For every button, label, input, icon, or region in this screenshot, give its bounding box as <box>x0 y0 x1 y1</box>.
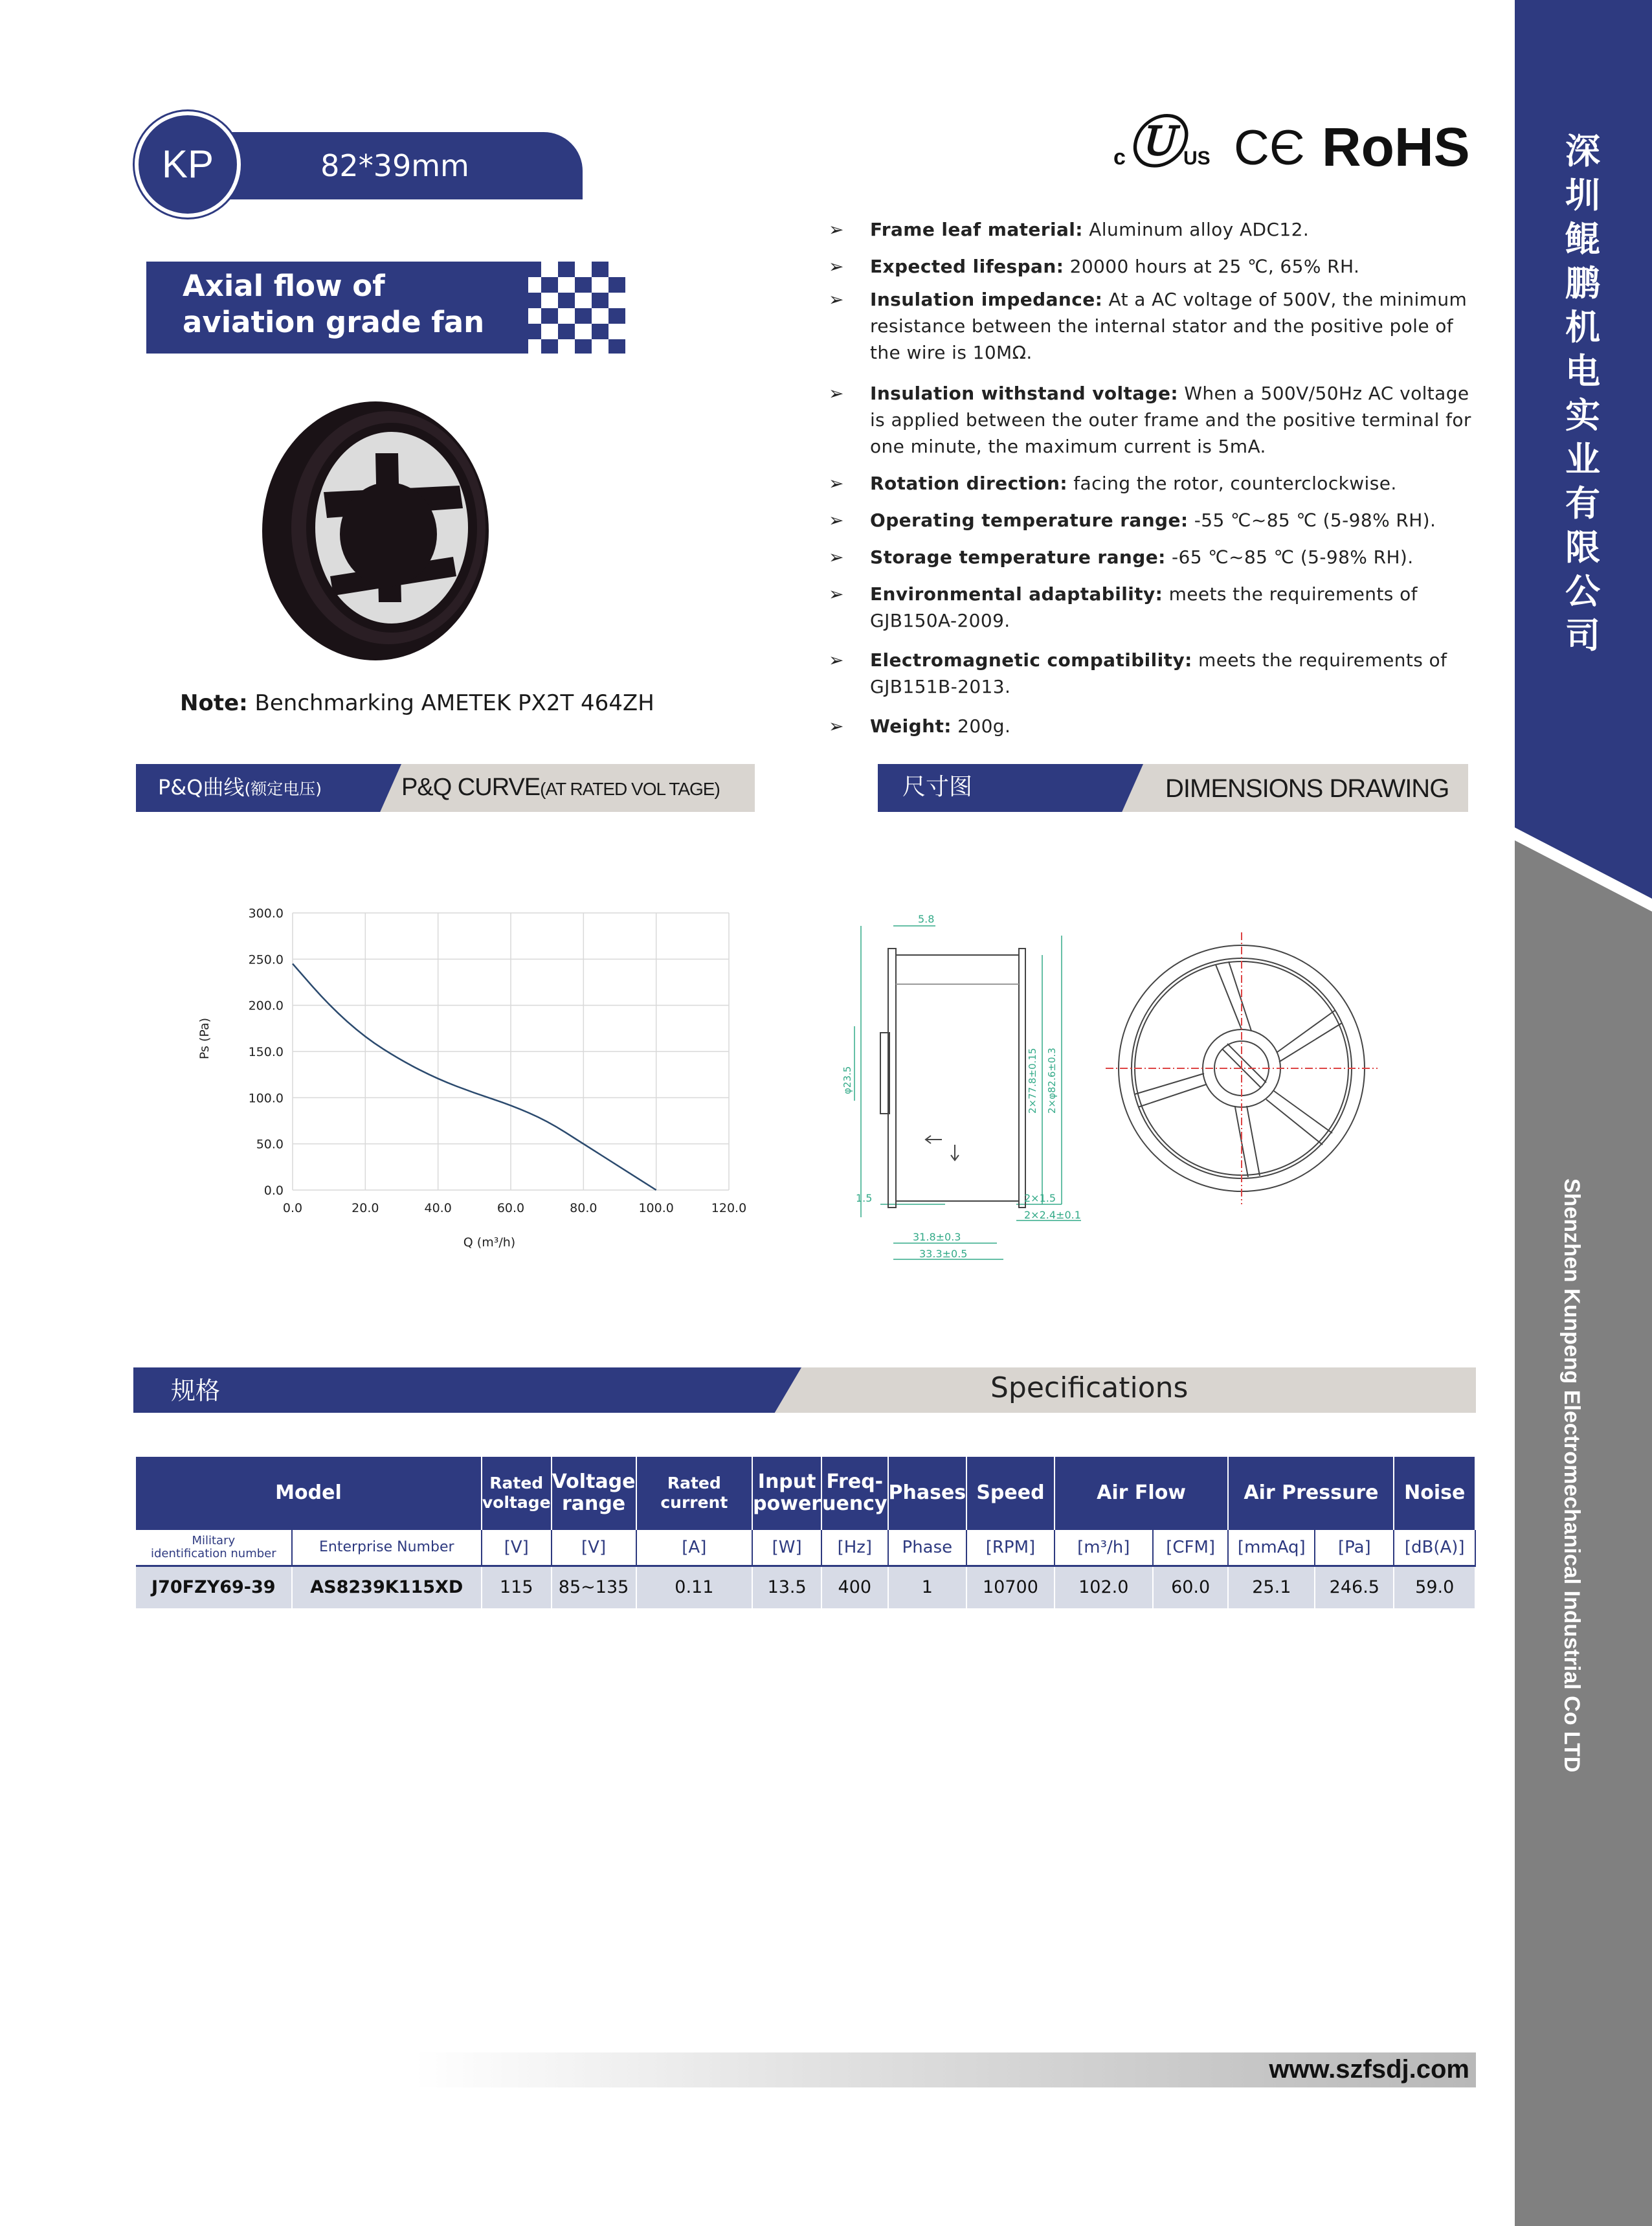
table-header-row <box>136 1457 1475 1529</box>
pq-section-title-cn: P&Q曲线(额定电压) <box>158 775 322 800</box>
arrow-bullet-icon: ➢ <box>829 649 844 671</box>
feature-item: ➢ Rotation direction: facing the rotor, counterclockwise. <box>829 470 1476 497</box>
chart-xtick-label: 20.0 <box>352 1201 379 1215</box>
feature-item: ➢ Storage temperature range: -65 ℃~85 ℃ (5-98% RH). <box>829 544 1476 570</box>
arrow-bullet-icon: ➢ <box>829 546 844 568</box>
dim-section-title-cn: 尺寸图 <box>902 774 973 800</box>
model-code: KP <box>161 142 214 186</box>
dim-label: 2×1.5 <box>1024 1192 1056 1204</box>
cell-value: 115 <box>482 1566 552 1608</box>
col-header-model: Model <box>136 1457 482 1529</box>
cert-c: c <box>1113 145 1126 170</box>
checker-pattern <box>524 262 625 354</box>
col-header-rated-voltage: Rated voltage <box>482 1457 552 1529</box>
certification-logos <box>1113 110 1489 181</box>
unit-cell: [RPM] <box>966 1529 1055 1566</box>
chart-ytick-label: 0.0 <box>263 1184 284 1198</box>
feature-item: ➢ Frame leaf material: Aluminum alloy ADC12. <box>829 216 1476 243</box>
arrow-bullet-icon: ➢ <box>829 510 844 531</box>
cert-us: US <box>1183 148 1211 169</box>
col-header-frequency: Freq- uency <box>821 1457 887 1529</box>
table-unit-row <box>136 1529 1475 1566</box>
unit-enterprise: Enterprise Number <box>292 1529 482 1566</box>
unit-cell: [Pa] <box>1315 1529 1394 1566</box>
dim-label: φ23.5 <box>842 1066 853 1094</box>
rohs-logo: RoHS <box>1322 117 1470 177</box>
col-header-air-flow: Air Flow <box>1055 1457 1229 1529</box>
dim-label: 2×φ82.6±0.3 <box>1046 1048 1058 1114</box>
cell-value: 10700 <box>966 1566 1055 1608</box>
dim-label: 5.8 <box>918 913 935 925</box>
pq-curve-chart <box>194 894 764 1256</box>
cell-value: 1 <box>888 1566 967 1608</box>
chart-xtick-label: 100.0 <box>638 1201 674 1215</box>
cell-enterprise: AS8239K115XD <box>292 1566 482 1608</box>
chart-grid <box>293 913 729 1190</box>
arrow-bullet-icon: ➢ <box>829 583 844 605</box>
col-header-phases: Phases <box>888 1457 967 1529</box>
spec-section-title-cn: 规格 <box>171 1377 221 1405</box>
chart-ylabel: Ps (Pa) <box>197 1017 212 1060</box>
table-row <box>136 1566 1475 1608</box>
unit-cell: [V] <box>552 1529 636 1566</box>
arrow-bullet-icon: ➢ <box>829 256 844 277</box>
fan-product-photo <box>246 395 505 667</box>
benchmark-note: Note: Benchmarking AMETEK PX2T 464ZH <box>180 690 654 716</box>
chart-ytick-label: 300.0 <box>248 906 284 921</box>
chart-ytick-label: 250.0 <box>248 952 284 967</box>
col-header-rated-current: Rated current <box>636 1457 753 1529</box>
side-band-notch <box>1515 802 1652 931</box>
chart-xtick-label: 40.0 <box>424 1201 452 1215</box>
dim-label: 31.8±0.3 <box>913 1231 961 1243</box>
col-header-voltage-range: Voltage range <box>552 1457 636 1529</box>
chart-xtick-label: 120.0 <box>711 1201 747 1215</box>
cell-value: 246.5 <box>1315 1566 1394 1608</box>
chart-xtick-label: 80.0 <box>570 1201 597 1215</box>
arrow-bullet-icon: ➢ <box>829 715 844 737</box>
cell-value: 102.0 <box>1055 1566 1153 1608</box>
model-size: 82*39mm <box>320 148 469 183</box>
chart-ytick-label: 50.0 <box>256 1137 284 1152</box>
product-title: Axial flow of aviation grade fan <box>183 269 485 339</box>
arrow-bullet-icon: ➢ <box>829 473 844 494</box>
unit-cell: [m³/h] <box>1055 1529 1153 1566</box>
spec-section-bar-navy <box>133 1367 801 1413</box>
col-header-air-pressure: Air Pressure <box>1228 1457 1394 1529</box>
ce-logo-icon: CЄ <box>1234 120 1305 175</box>
unit-cell: [Hz] <box>821 1529 887 1566</box>
dim-label: 33.3±0.5 <box>919 1248 968 1260</box>
feature-item: ➢ Environmental adaptability: meets the requirements of GJB150A-2009. <box>829 581 1476 634</box>
feature-item: ➢ Weight: 200g. <box>829 713 1476 739</box>
chart-series-line <box>293 963 656 1190</box>
chart-ytick-label: 100.0 <box>248 1091 284 1106</box>
fan-front-view <box>1106 932 1378 1204</box>
dim-section-title-en: DIMENSIONS DRAWING <box>1165 774 1449 803</box>
cell-value: 13.5 <box>752 1566 821 1608</box>
cell-value: 60.0 <box>1153 1566 1229 1608</box>
col-header-input-power: Input power <box>752 1457 821 1529</box>
dim-label: 2×2.4±0.1 <box>1024 1209 1081 1221</box>
chart-xlabel: Q (m³/h) <box>463 1235 516 1250</box>
flow-arrow-icon <box>926 1136 959 1160</box>
feature-item: ➢ Electromagnetic compatibility: meets the requirements of GJB151B-2013. <box>829 647 1476 700</box>
unit-military: Military identification number <box>136 1529 292 1566</box>
feature-item: ➢ Insulation withstand voltage: When a 500V/50Hz AC voltage is applied between the outer frame and the positive terminal for one minute, the maximum current is 5mA. <box>829 380 1476 460</box>
company-name-en: Shenzhen Kunpeng Electromechanical Industrial Co LTD <box>1559 1178 1584 1773</box>
unit-cell: [CFM] <box>1153 1529 1229 1566</box>
cell-value: 59.0 <box>1394 1566 1475 1608</box>
specifications-table <box>136 1457 1476 1608</box>
ul-logo-icon: Ⓤ <box>1128 112 1183 174</box>
chart-ticks <box>249 906 747 1215</box>
cell-military: J70FZY69-39 <box>136 1566 292 1608</box>
chart-xtick-label: 60.0 <box>497 1201 525 1215</box>
unit-cell: [A] <box>636 1529 753 1566</box>
chart-xtick-label: 0.0 <box>282 1201 303 1215</box>
dim-label: 2×77.8±0.15 <box>1027 1048 1038 1114</box>
unit-cell: [V] <box>482 1529 552 1566</box>
arrow-bullet-icon: ➢ <box>829 289 844 310</box>
company-name-cn: 深 圳 鲲 鹏 机 电 实 业 有 限 公 司 <box>1565 131 1600 656</box>
cell-value: 85~135 <box>552 1566 636 1608</box>
dimensions-drawing <box>842 906 1411 1295</box>
feature-item: ➢ Expected lifespan: 20000 hours at 25 ℃, 65% RH. <box>829 253 1476 280</box>
website-link[interactable]: www.szfsdj.com <box>1269 2055 1469 2084</box>
chart-ytick-label: 200.0 <box>248 998 284 1013</box>
feature-list <box>829 216 1476 750</box>
spec-section-title-en: Specifications <box>990 1371 1189 1404</box>
unit-cell: Phase <box>888 1529 967 1566</box>
unit-cell: [W] <box>752 1529 821 1566</box>
dim-label: 1.5 <box>856 1192 873 1204</box>
unit-cell: [dB(A)] <box>1394 1529 1475 1566</box>
cell-value: 0.11 <box>636 1566 753 1608</box>
feature-item: ➢ Operating temperature range: -55 ℃~85 ℃ (5-98% RH). <box>829 507 1476 534</box>
unit-cell: [mmAq] <box>1228 1529 1315 1566</box>
arrow-bullet-icon: ➢ <box>829 383 844 404</box>
col-header-speed: Speed <box>966 1457 1055 1529</box>
pq-section-title-en: P&Q CURVE(AT RATED VOL TAGE) <box>401 774 720 801</box>
feature-item: ➢ Insulation impedance: At a AC voltage of 500V, the minimum resistance between the internal stator and the positive pole of the wire is 10MΩ. <box>829 286 1476 366</box>
cell-value: 400 <box>821 1566 887 1608</box>
arrow-bullet-icon: ➢ <box>829 219 844 240</box>
chart-ytick-label: 150.0 <box>248 1045 284 1059</box>
col-header-noise: Noise <box>1394 1457 1475 1529</box>
cell-value: 25.1 <box>1228 1566 1315 1608</box>
